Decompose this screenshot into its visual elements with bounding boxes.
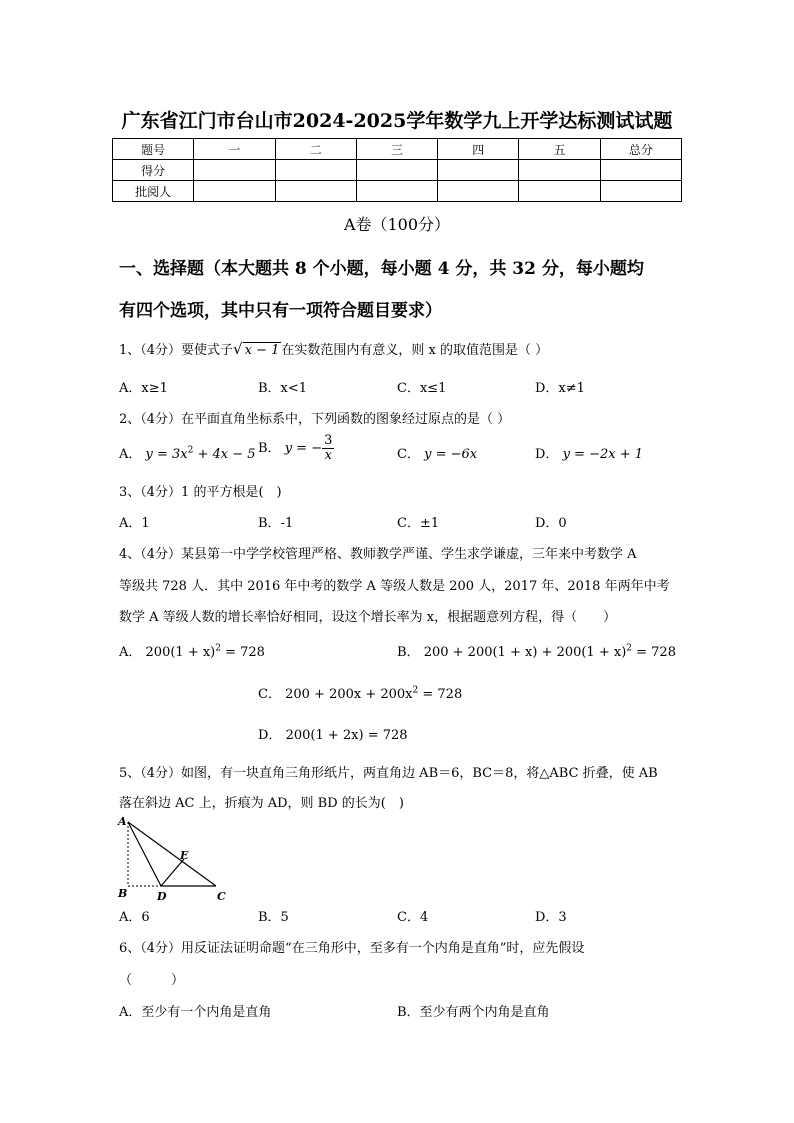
- math-part: 200(1 + x): [145, 645, 216, 660]
- table-cell: [600, 160, 681, 181]
- sqrt-sign: √: [233, 340, 243, 358]
- page-title: 广东省江门市台山市2024-2025学年数学九上开学达标测试试题: [121, 110, 673, 132]
- section-heading-line2: 有四个选项，其中只有一项符合题目要求）: [119, 301, 442, 321]
- option-label: B．: [397, 645, 420, 660]
- math-part: 200 + 200(1 + x) + 200(1 + x): [423, 645, 627, 660]
- math-exponent: 2: [412, 685, 419, 696]
- math-part: y = 3x: [145, 447, 188, 462]
- option-d: [258, 724, 408, 743]
- option-a: A．6: [119, 910, 150, 925]
- math-expression: y = −2x + 1: [562, 447, 644, 462]
- table-cell: [438, 160, 519, 181]
- table-cell: 题号: [113, 139, 194, 160]
- score-table: [112, 138, 682, 202]
- table-cell: [194, 160, 275, 181]
- math-part: = 728: [418, 687, 463, 702]
- score-table-row: [113, 160, 682, 181]
- option-c: [258, 683, 462, 702]
- table-cell: [438, 181, 519, 202]
- math-part: + 4x − 5: [193, 447, 256, 462]
- fraction-denominator: x: [324, 448, 332, 463]
- option-b: B．至少有两个内角是直角: [397, 1005, 550, 1020]
- option-c: C．x≤1: [397, 381, 447, 396]
- math-expression: [424, 645, 676, 660]
- option-label: C．: [258, 687, 281, 702]
- segment-de: [161, 859, 184, 886]
- option-a: A．至少有一个内角是直角: [119, 1005, 272, 1020]
- option-d: D．0: [535, 516, 567, 531]
- option-a: A．x≥1: [119, 381, 168, 396]
- option-b: [258, 434, 334, 463]
- math-expression: x − 1: [244, 343, 280, 358]
- table-cell: 三: [356, 139, 437, 160]
- table-cell: [356, 160, 437, 181]
- fraction-numerator: 3: [324, 433, 333, 448]
- segment-ad: [128, 822, 161, 886]
- math-part: = 728: [220, 645, 265, 660]
- math-exponent: 2: [215, 643, 221, 654]
- option-label: D．: [258, 728, 282, 743]
- table-cell: 总分: [600, 139, 681, 160]
- option-label: A．: [119, 645, 142, 660]
- math-part: y = −: [284, 441, 323, 456]
- math-expression: [146, 447, 256, 462]
- question-4-line2: 等级共 728 人．其中 2016 年中考的数学 A 等级人数是 200 人，2017 年、2018 年两年中考: [119, 579, 670, 594]
- math-exponent: 2: [187, 445, 194, 456]
- table-cell: 得分: [113, 160, 194, 181]
- label-c: C: [217, 890, 226, 903]
- segment-ac: [128, 822, 216, 886]
- math-part: 200 + 200x + 200x: [285, 687, 413, 702]
- table-cell: [275, 160, 356, 181]
- option-a: [119, 641, 265, 660]
- table-cell: [519, 160, 600, 181]
- question-5-line1: 5、（4分）如图，有一块直角三角形纸片，两直角边 AB＝6，BC＝8，将△ABC 折叠，使 AB: [119, 766, 658, 781]
- option-a: A．1: [119, 516, 150, 531]
- section-heading-line1: 一、选择题（本大题共 8 个小题，每小题 4 分，共 32 分，每小题均: [119, 259, 644, 279]
- option-a: [119, 443, 256, 462]
- question-1: [119, 339, 548, 358]
- question-5-line2: 落在斜边 AC 上，折痕为 AD，则 BD 的长为( ): [119, 796, 404, 811]
- option-b: [397, 641, 676, 660]
- section-subtitle: A卷（100分）: [343, 215, 451, 234]
- option-c: [397, 443, 477, 462]
- question-4-line3: 数学 A 等级人数的增长率恰好相同，设这个增长率为 x，根据题意列方程，得（ ）: [119, 610, 617, 625]
- score-table-header-row: [113, 139, 682, 160]
- option-label: D．: [535, 447, 559, 462]
- table-cell: 批阅人: [113, 181, 194, 202]
- option-b: B．-1: [258, 516, 294, 531]
- option-label: A．: [119, 447, 142, 462]
- table-cell: [519, 181, 600, 202]
- option-label: C．: [397, 447, 420, 462]
- math-expression: 200(1 + 2x) = 728: [285, 728, 408, 743]
- label-b: B: [118, 887, 128, 900]
- option-label: B．: [258, 441, 281, 456]
- option-d: D．x≠1: [535, 381, 585, 396]
- table-cell: [275, 181, 356, 202]
- table-cell: 四: [438, 139, 519, 160]
- math-exponent: 2: [626, 643, 632, 654]
- table-cell: 一: [194, 139, 275, 160]
- math-expression: y = −6x: [424, 447, 478, 462]
- table-cell: [356, 181, 437, 202]
- option-d: [535, 443, 643, 462]
- score-table-row: [113, 181, 682, 202]
- math-part: = 728: [632, 645, 676, 660]
- option-c: C．4: [397, 910, 429, 925]
- label-a: A: [118, 815, 127, 828]
- question-4-line1: 4、（4分）某县第一中学学校管理严格、教师教学严谨、学生求学谦虚，三年来中考数学 A: [119, 547, 637, 562]
- option-b: B．x<1: [258, 381, 308, 396]
- question-text: 在实数范围内有意义，则 x 的取值范围是（ ）: [281, 343, 549, 358]
- question-6-line1: 6、（4分）用反证法证明命题“在三角形中，至多有一个内角是直角”时，应先假设: [119, 941, 585, 956]
- math-expression: [146, 645, 265, 660]
- label-e: E: [180, 849, 189, 862]
- label-d: D: [157, 890, 167, 903]
- option-c: C．±1: [397, 516, 440, 531]
- question-text: 1、（4分）要使式子: [119, 343, 234, 358]
- table-cell: 五: [519, 139, 600, 160]
- option-b: B．5: [258, 910, 289, 925]
- math-expression: [285, 687, 462, 702]
- question-3: 3、（4分）1 的平方根是( ): [119, 485, 282, 500]
- table-cell: 二: [275, 139, 356, 160]
- table-cell: [194, 181, 275, 202]
- question-2: 2、（4分）在平面直角坐标系中，下列函数的图象经过原点的是（ ）: [119, 412, 511, 427]
- triangle-figure: [112, 812, 232, 904]
- table-cell: [600, 181, 681, 202]
- option-d: D．3: [535, 910, 567, 925]
- math-fraction: [322, 434, 334, 463]
- question-6-line2: （ ）: [119, 973, 185, 988]
